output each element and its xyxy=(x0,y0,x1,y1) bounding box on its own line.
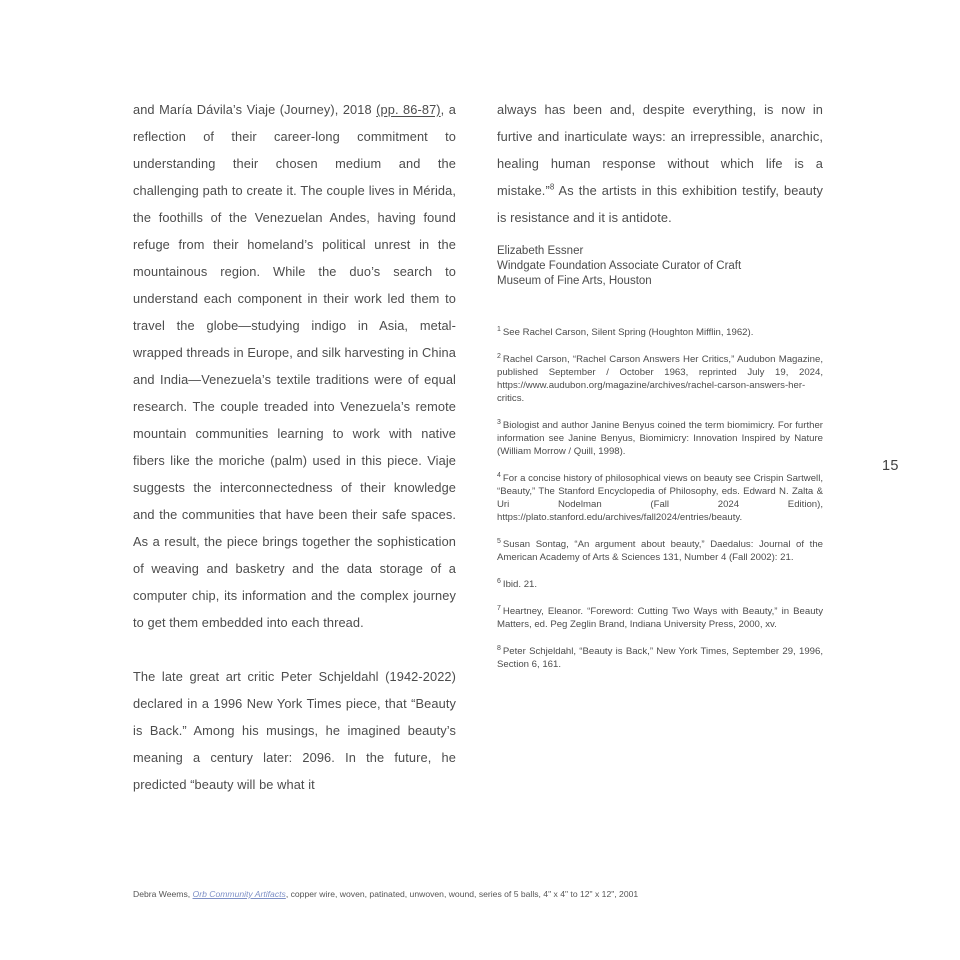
author-name: Elizabeth Essner xyxy=(497,245,584,257)
body-paragraph-2: The late great art critic Peter Schjeldahl (1942-2022) declared in a 1996 New York Times piece, that “Beauty is Back.” Among his musings, he imagined beauty’s meaning a century later: 2096. In the future, he predicted “beauty will be what it xyxy=(133,669,456,792)
footnote xyxy=(497,353,823,405)
artwork-title-link[interactable]: Orb Community Artifacts xyxy=(192,889,286,899)
paragraph-text: always has been and, despite everything, is now in furtive and inarticulate ways: an irrepressible, anarchic, healing human response without which life is a mistake.” xyxy=(497,102,823,198)
footnote-number: 4 xyxy=(497,471,501,479)
paragraph-text: As the artists in this exhibition testify, beauty is resistance and it is antidote. xyxy=(497,183,823,225)
body-paragraph-3 xyxy=(497,96,823,231)
footnote-number: 2 xyxy=(497,352,501,360)
footnote-number: 5 xyxy=(497,537,501,545)
page-reference-link[interactable]: (pp. 86-87) xyxy=(376,102,441,117)
footnote-text: See Rachel Carson, Silent Spring (Houghton Mifflin, 1962). xyxy=(502,327,754,338)
footnote-number: 6 xyxy=(497,577,501,585)
footnote-number: 3 xyxy=(497,418,501,426)
footnote-reference: 8 xyxy=(549,182,555,192)
footnote-number: 8 xyxy=(497,644,501,652)
footnote-text: Rachel Carson, “Rachel Carson Answers Her Critics,” Audubon Magazine, published September / October 1963, reprinted July 19, 2024, https://www.audubon.org/magazine/archives/rachel-carson-answers-her-critics. xyxy=(497,354,823,404)
footnote xyxy=(497,419,823,458)
footnote-text: Heartney, Eleanor. “Foreword: Cutting Two Ways with Beauty,” in Beauty Matters, ed. Peg Zeglin Brand, Indiana University Press, 2000, xv. xyxy=(497,606,823,630)
left-column xyxy=(133,96,456,798)
paragraph-text: and María Dávila’s Viaje (Journey), 2018 xyxy=(133,102,377,117)
footnote xyxy=(497,538,823,564)
caption-details: , copper wire, woven, patinated, unwoven, wound, series of 5 balls, 4" x 4" to 12" x 12", 2001 xyxy=(285,889,639,899)
footnote-number: 7 xyxy=(497,604,501,612)
footnote-text: Peter Schjeldahl, “Beauty is Back,” New York Times, September 29, 1996, Section 6, 161. xyxy=(497,646,823,670)
footnote-text: Biologist and author Janine Benyus coined the term biomimicry. For further information see Janine Benyus, Biomimicry: Innovation Inspired by Nature (William Morrow / Quill, 1998). xyxy=(497,420,823,457)
footnote xyxy=(497,326,823,339)
footnote xyxy=(497,605,823,631)
footnote-number: 1 xyxy=(497,325,501,333)
author-signature xyxy=(497,244,823,289)
footnote xyxy=(497,578,823,591)
right-column xyxy=(497,96,823,685)
author-institution: Museum of Fine Arts, Houston xyxy=(497,275,652,287)
page-number: 15 xyxy=(882,458,899,474)
footnote-text: For a concise history of philosophical views on beauty see Crispin Sartwell, “Beauty,” The Stanford Encyclopedia of Philosophy, eds. Edward N. Zalta & Uri Nodelman (Fall 2024 Edition), https://plato.stanford.edu/archives/fall2024/entries/beauty. xyxy=(497,473,823,523)
artwork-caption xyxy=(133,888,893,900)
footnote xyxy=(497,645,823,671)
paragraph-text: , a reflection of their career-long commitment to understanding their chosen medium and the challenging path to create it. The couple lives in Mérida, the foothills of the Venezuelan Andes, having found refuge from their homeland’s political unrest in the mountainous region. While the duo’s search to understand each component in their work led them to travel the globe—studying indigo in Asia, metal-wrapped threads in Europe, and silk harvesting in China and India—Venezuela’s textile traditions were of equal research. The couple treaded into Venezuela’s remote mountain communities learning to work with native fibers like the moriche (palm) used in this piece. Viaje suggests the interconnectedness of their knowledge and the communities that have been their safe spaces. As a result, the piece brings together the sophistication of weaving and basketry and the data storage of a computer chip, its information and the complex journey to get them embedded into each thread. xyxy=(133,102,456,630)
author-title: Windgate Foundation Associate Curator of Craft xyxy=(497,260,742,272)
body-paragraph-1 xyxy=(133,96,456,636)
footnote-text: Susan Sontag, “An argument about beauty,” Daedalus: Journal of the American Academy of Arts & Sciences 131, Number 4 (Fall 2002): 21. xyxy=(497,539,823,563)
footnote xyxy=(497,472,823,524)
footnote-text: Ibid. 21. xyxy=(502,579,538,590)
caption-artist: Debra Weems, xyxy=(133,889,193,899)
footnotes-list xyxy=(497,326,823,671)
